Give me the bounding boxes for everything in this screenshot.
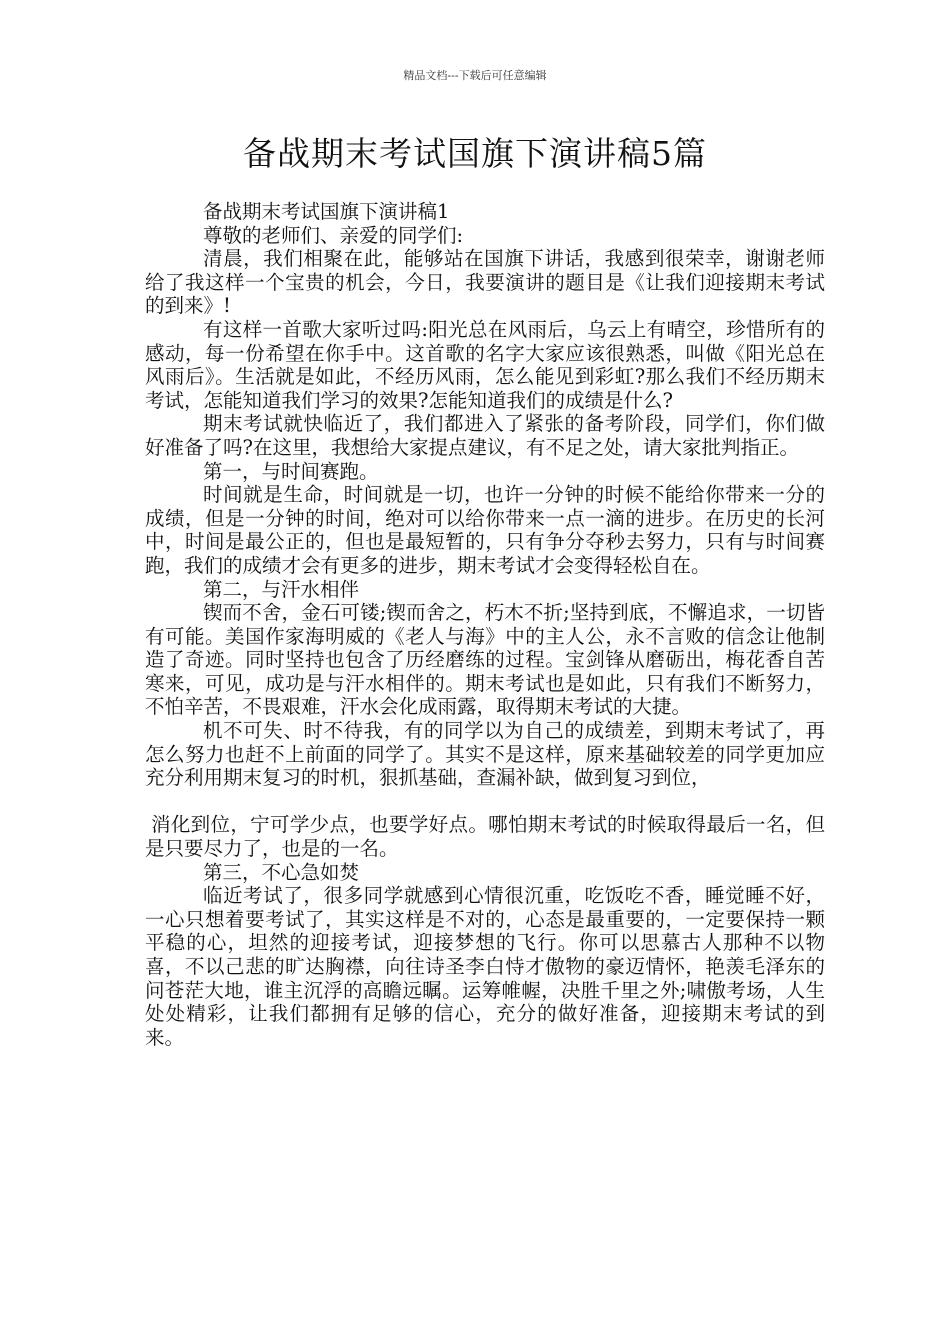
document-title: 备战期末考试国旗下演讲稿5篇 [243,134,707,173]
paragraph: 临近考试了，很多同学就感到心情很沉重，吃饭吃不香，睡觉睡不好，一心只想着要考试了，其实这样是不对的，心态是最重要的，一定要保持一颗平稳的心，坦然的迎接考试，迎接梦想的飞行。你可以思慕古人那种不以物喜，不以己悲的旷达胸襟，向往诗圣李白恃才傲物的豪迈情怀，艳羡毛泽东的问苍茫大地，谁主沉浮的高瞻远瞩。运筹帷幄，决胜千里之外;啸傲考场，人生处处精彩，让我们都拥有足够的信心，充分的做好准备，迎接期末考试的到来。 [145,884,825,1049]
paragraph: 时间就是生命，时间就是一切，也许一分钟的时候不能给你带来一分的成绩，但是一分钟的时间，绝对可以给你带来一点一滴的进步。在历史的长河中，时间是最公正的，但也是最短暂的，只有争分夺秒去努力，只有与时间赛跑，我们的成绩才会有更多的进步，期末考试才会变得轻松自在。 [145,483,825,577]
paragraph: 机不可失、时不待我，有的同学以为自己的成绩差，到期末考试了，再怎么努力也赶不上前面的同学了。其实不是这样，原来基础较差的同学更加应充分利用期末复习的时机，狠抓基础，查漏补缺，做到复习到位， [145,719,825,790]
point-heading: 第三，不心急如焚 [203,860,360,884]
section-heading: 备战期末考试国旗下演讲稿1 [203,200,450,223]
paragraph: 锲而不舍，金石可镂;锲而舍之，朽木不折;坚持到底，不懈追求，一切皆有可能。美国作家海明威的《老人与海》中的主人公，永不言败的信念让他制造了奇迹。同时坚持也包含了历经磨练的过程。宝剑锋从磨砺出，梅花香自苦寒来，可见，成功是与汗水相伴的。期末考试也是如此，只有我们不断努力，不怕辛苦，不畏艰难，汗水会化成雨露，取得期末考试的大捷。 [145,601,825,719]
header-note: 精品文档---下载后可任意编辑 [403,69,547,82]
point-heading: 第二，与汗水相伴 [203,577,360,601]
paragraph: 期末考试就快临近了，我们都进入了紧张的备考阶段，同学们，你们做好准备了吗?在这里，我想给大家提点建议，有不足之处，请大家批判指正。 [145,412,825,459]
salutation: 尊敬的老师们、亲爱的同学们: [203,223,464,247]
paragraph: 清晨，我们相聚在此，能够站在国旗下讲话，我感到很荣幸，谢谢老师给了我这样一个宝贵的机会，今日，我要演讲的题目是《让我们迎接期末考试的到来》! [145,247,825,318]
paragraph: 有这样一首歌大家听过吗:阳光总在风雨后，乌云上有晴空，珍惜所有的感动，每一份希望在你手中。这首歌的名字大家应该很熟悉，叫做《阳光总在风雨后》。生活就是如此，不经历风雨，怎么能见到彩虹?那么我们不经历期末考试，怎能知道我们学习的效果?怎能知道我们的成绩是什么? [145,317,825,412]
paragraph-continued: 消化到位，宁可学少点，也要学好点。哪怕期末考试的时候取得最后一名，但是只要尽力了，也是的一名。 [145,813,825,861]
point-heading: 第一，与时间赛跑。 [203,459,379,483]
page-break-gap [145,790,825,814]
document-body [145,200,825,1049]
